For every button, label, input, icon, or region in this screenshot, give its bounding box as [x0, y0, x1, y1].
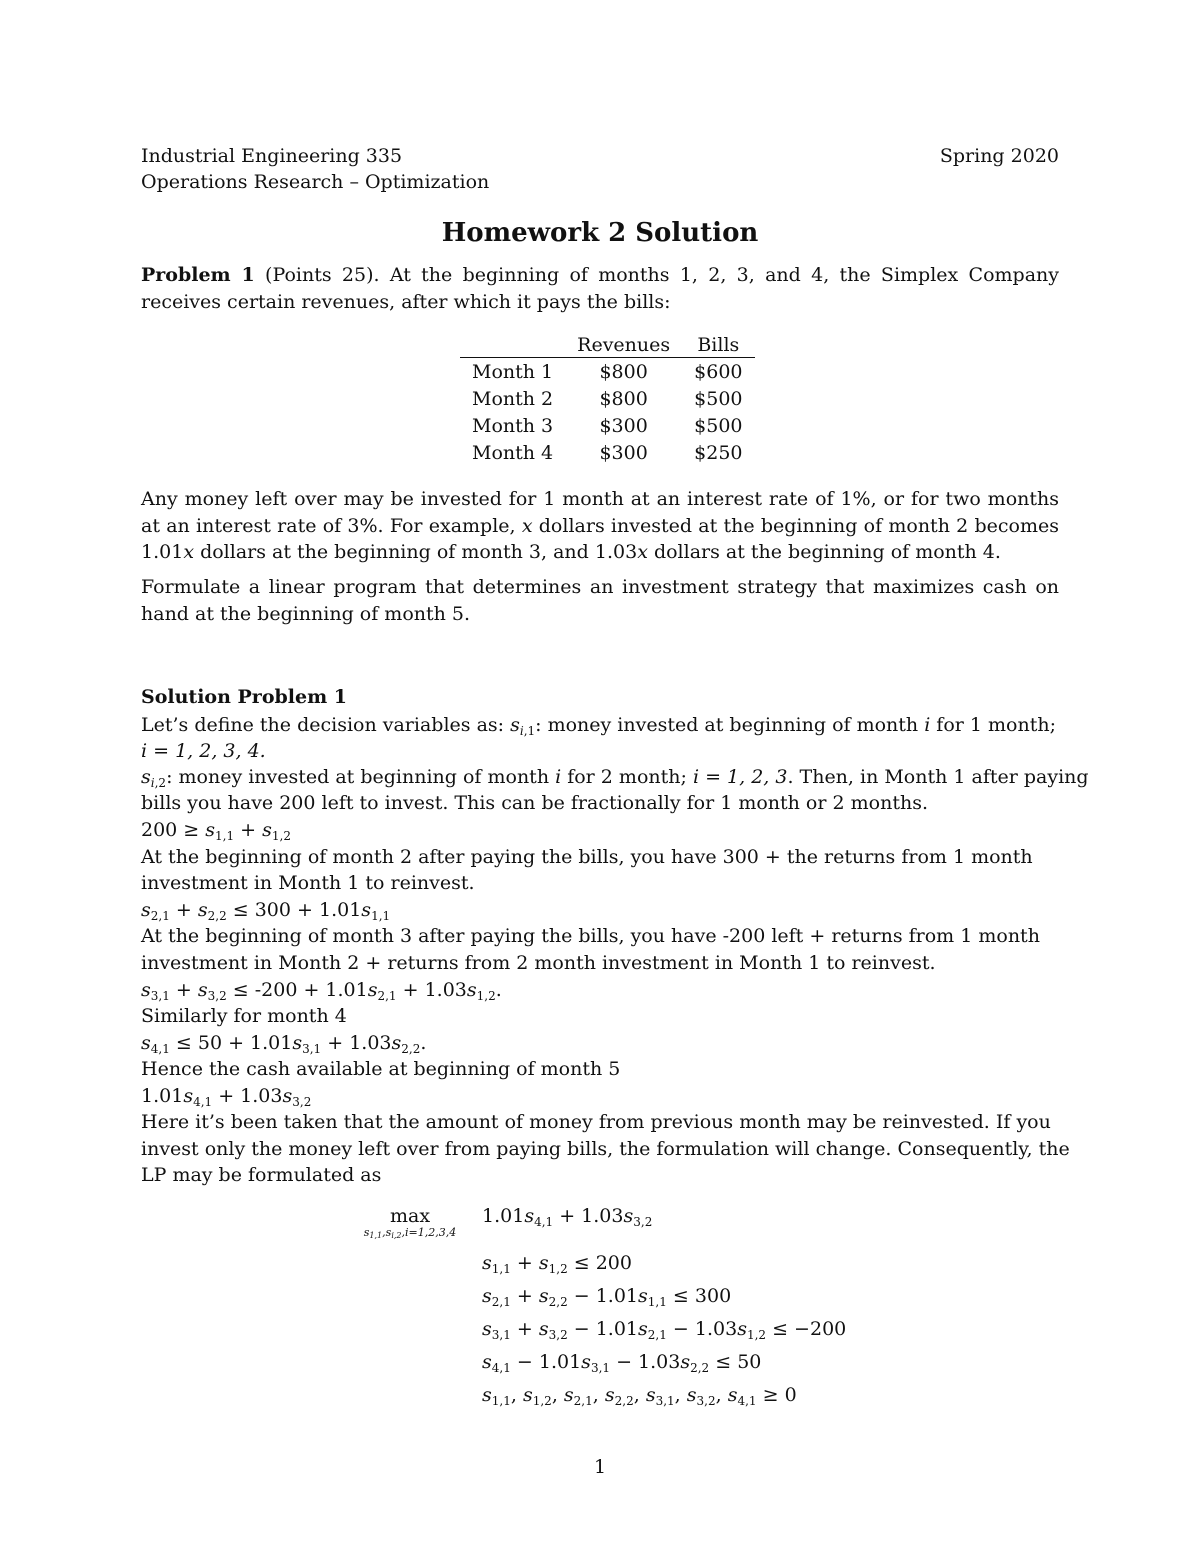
problem-1-statement: [141, 262, 1059, 315]
solution-text: i = 1, 2, 3: [692, 766, 788, 788]
lp-max-operator: max: [389, 1205, 431, 1227]
solution-text: for 2 month;: [561, 766, 693, 788]
paragraph-text: dollars at the beginning of month 4.: [647, 541, 1001, 563]
solution-text: for 1 month;: [930, 714, 1056, 736]
table-row: [460, 439, 755, 466]
lp-constraint: $s_{2,1} + s_{2,2} - 1.01s_{1,1} \le 300$: [482, 1285, 732, 1309]
solution-text: : money invested at beginning of month: [166, 766, 556, 788]
table-cell: $300: [599, 441, 648, 464]
problem-1-points: (Points 25).: [254, 264, 380, 286]
solution-line: Here it’s been taken that the amount of money from previous month may be reinvested. If you: [141, 1111, 1051, 1133]
solution-text: Let’s define the decision variables as:: [141, 714, 511, 736]
term: Spring 2020: [939, 145, 1059, 167]
lp-constraint: $s_{4,1} - 1.01s_{3,1} - 1.03s_{2,2} \le 50$: [482, 1351, 762, 1375]
table-header: [460, 333, 565, 358]
table-cell: $250: [694, 441, 743, 464]
solution-line: LP may be formulated as: [141, 1164, 382, 1186]
lp-nonnegativity: $s_{1,1}$, $s_{1,2}$, $s_{2,1}$, $s_{2,2}$, $s_{3,1}$, $s_{3,2}$, $s_{4,1} \ge 0$: [482, 1384, 797, 1408]
page-number: 1: [593, 1456, 607, 1478]
problem-1-task: Formulate a linear program that determines an investment strategy that maximizes cash on hand at the beginning of month 5.: [141, 576, 1059, 625]
constraint-month-2: $s_{2,1} + s_{2,2} \le 300 + 1.01s_{1,1}$: [141, 899, 391, 923]
solution-line: bills you have 200 left to invest. This can be fractionally for 1 month or 2 months.: [141, 792, 928, 814]
paragraph-text: dollars invested at the beginning of month 2 becomes 1.01: [141, 514, 1060, 563]
table-cell: $500: [694, 387, 743, 410]
solution-text: . Then, in Month 1 after paying: [787, 766, 1089, 788]
lp-constraint: $s_{3,1} + s_{3,2} - 1.01s_{2,1} - 1.03s_{1,2} \le -200$: [482, 1318, 847, 1342]
table-cell: Month 4: [472, 441, 554, 464]
table-row: [460, 358, 755, 386]
lp-objective: $1.01s_{4,1} + 1.03s_{3,2}$: [482, 1205, 653, 1229]
constraint-month-1: $200 \ge s_{1,1} + s_{1,2}$: [141, 819, 291, 843]
lp-max-subscript: $s_{1,1},s_{i,2},i=1,2,3,4$: [363, 1226, 457, 1240]
course-subtitle: Operations Research – Optimization: [141, 171, 490, 193]
constraint-month-3: $s_{3,1} + s_{3,2} \le -200 + 1.01s_{2,1} + 1.03s_{1,2}$.: [141, 979, 502, 1003]
solution-line: At the beginning of month 3 after paying the bills, you have -200 left + returns from 1 month: [141, 925, 1040, 947]
problem-1-text: At the beginning of months 1, 2, 3, and 4, the Simplex Company receives certain revenues, after which it pays the bills:: [141, 264, 1059, 313]
solution-line: Let’s define the decision variables as: $s_{i,1}$: money invested at beginning of month i for 1 month;: [141, 714, 1056, 738]
table-header-row: [460, 333, 755, 358]
paragraph-text: dollars at the beginning of month 3, and 1.03: [194, 541, 638, 563]
solution-line: $s_{i,2}$: money invested at beginning of month i for 2 month; i = 1, 2, 3. Then, in Month 1 after paying: [141, 766, 1089, 790]
table-row: [460, 385, 755, 412]
revenue-table: [460, 333, 755, 466]
solution-line: At the beginning of month 2 after paying the bills, you have 300 + the returns from 1 month: [141, 846, 1033, 868]
table-cell: Month 3: [472, 414, 554, 437]
solution-line: investment in Month 2 + returns from 2 month investment in Month 1 to reinvest.: [141, 952, 936, 974]
math-variable: x: [637, 541, 648, 563]
table-cell: $600: [694, 360, 743, 383]
table-row: [460, 412, 755, 439]
problem-1-interest-paragraph: [141, 486, 1059, 566]
solution-line: Hence the cash available at beginning of month 5: [141, 1058, 621, 1080]
lp-constraint: $s_{1,1} + s_{1,2} \le 200$: [482, 1252, 632, 1276]
table-cell: Month 1: [472, 360, 554, 383]
table-header: Bills: [682, 333, 754, 358]
solution-text: : money invested at beginning of month: [535, 714, 925, 736]
cash-expression: $1.01s_{4,1} + 1.03s_{3,2}$: [141, 1085, 312, 1109]
table-cell: Month 2: [472, 387, 554, 410]
constraint-month-4: $s_{4,1} \le 50 + 1.01s_{3,1} + 1.03s_{2,2}$.: [141, 1032, 427, 1056]
solution-line: investment in Month 1 to reinvest.: [141, 872, 475, 894]
table-cell: $800: [599, 360, 648, 383]
solution-line: i = 1, 2, 3, 4.: [141, 740, 266, 762]
solution-line: Similarly for month 4: [141, 1005, 347, 1027]
table-header: Revenues: [565, 333, 682, 358]
solution-line: invest only the money left over from paying bills, the formulation will change. Consequently, the: [141, 1138, 1070, 1160]
course-name: Industrial Engineering 335: [141, 145, 403, 167]
paragraph-text: Any money left over may be invested for 1 month at an interest rate of 1%, or for two months at an interest rate of 3%. For example,: [141, 488, 1059, 537]
solution-heading: Solution Problem 1: [141, 686, 348, 708]
table-cell: $300: [599, 414, 648, 437]
problem-1-label: Problem 1: [141, 264, 255, 286]
table-cell: $500: [694, 414, 743, 437]
math-variable: x: [183, 541, 195, 563]
page-title: Homework 2 Solution: [441, 218, 759, 248]
math-variable: x: [521, 514, 533, 537]
table-cell: $800: [599, 387, 648, 410]
